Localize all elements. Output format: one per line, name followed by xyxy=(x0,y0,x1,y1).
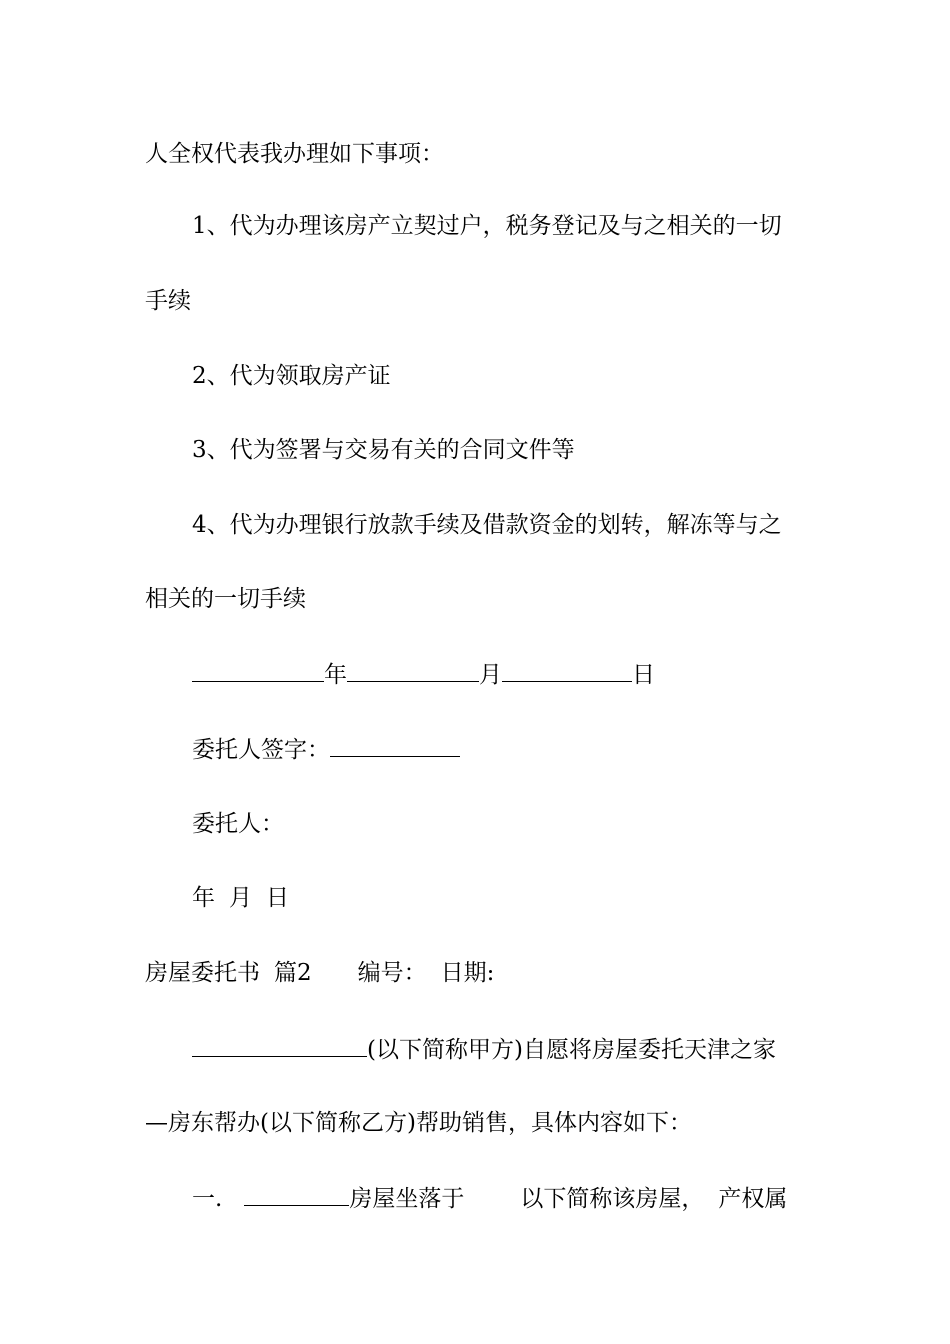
item-1: 1、代为办理该房产立契过户，税务登记及与之相关的一切 xyxy=(192,213,782,239)
day-blank[interactable] xyxy=(502,659,632,682)
date-month: 月 xyxy=(229,885,252,911)
item-2: 2、代为领取房产证 xyxy=(192,363,391,389)
date-day: 日 xyxy=(266,885,289,911)
item-3: 3、代为签署与交易有关的合同文件等 xyxy=(192,437,575,463)
section-heading xyxy=(145,958,494,988)
date-label: 日期: xyxy=(440,960,495,986)
signature-label: 委托人签字： xyxy=(192,737,330,763)
month-char: 月 xyxy=(479,662,502,688)
party-a-text: (以下简称甲方)自愿将房屋委托天津之家 xyxy=(367,1037,776,1063)
item-1-continued: 手续 xyxy=(145,288,191,314)
date-chars-line xyxy=(192,883,289,913)
year-char: 年 xyxy=(324,662,347,688)
signature-line xyxy=(192,734,460,765)
party-a-blank[interactable] xyxy=(192,1034,367,1057)
party-b-line: —房东帮办(以下简称乙方)帮助销售，具体内容如下： xyxy=(145,1110,692,1136)
section-part: 篇2 xyxy=(274,960,312,986)
paragraph-matters-intro: 人全权代表我办理如下事项： xyxy=(145,141,444,167)
section-title: 房屋委托书 xyxy=(145,960,260,986)
item-4: 4、代为办理银行放款手续及借款资金的划转，解冻等与之 xyxy=(192,512,782,538)
clause-1-abbrev: 以下简称该房屋， xyxy=(520,1186,705,1212)
clause-1-ownership: 产权属 xyxy=(718,1186,788,1212)
party-a-line xyxy=(192,1034,776,1065)
month-blank[interactable] xyxy=(347,659,479,682)
client-label: 委托人： xyxy=(192,811,284,837)
number-label: 编号： xyxy=(357,960,427,986)
day-char: 日 xyxy=(632,662,655,688)
clause-1-location: 房屋坐落于 xyxy=(349,1186,465,1212)
signature-blank[interactable] xyxy=(330,734,460,757)
clause-1-number: 一. xyxy=(192,1186,223,1212)
date-year: 年 xyxy=(192,885,215,911)
year-blank[interactable] xyxy=(192,659,324,682)
item-4-continued: 相关的一切手续 xyxy=(145,586,306,612)
date-fill-line xyxy=(192,659,655,690)
clause-1-blank[interactable] xyxy=(244,1183,349,1206)
clause-1-line xyxy=(192,1183,787,1214)
